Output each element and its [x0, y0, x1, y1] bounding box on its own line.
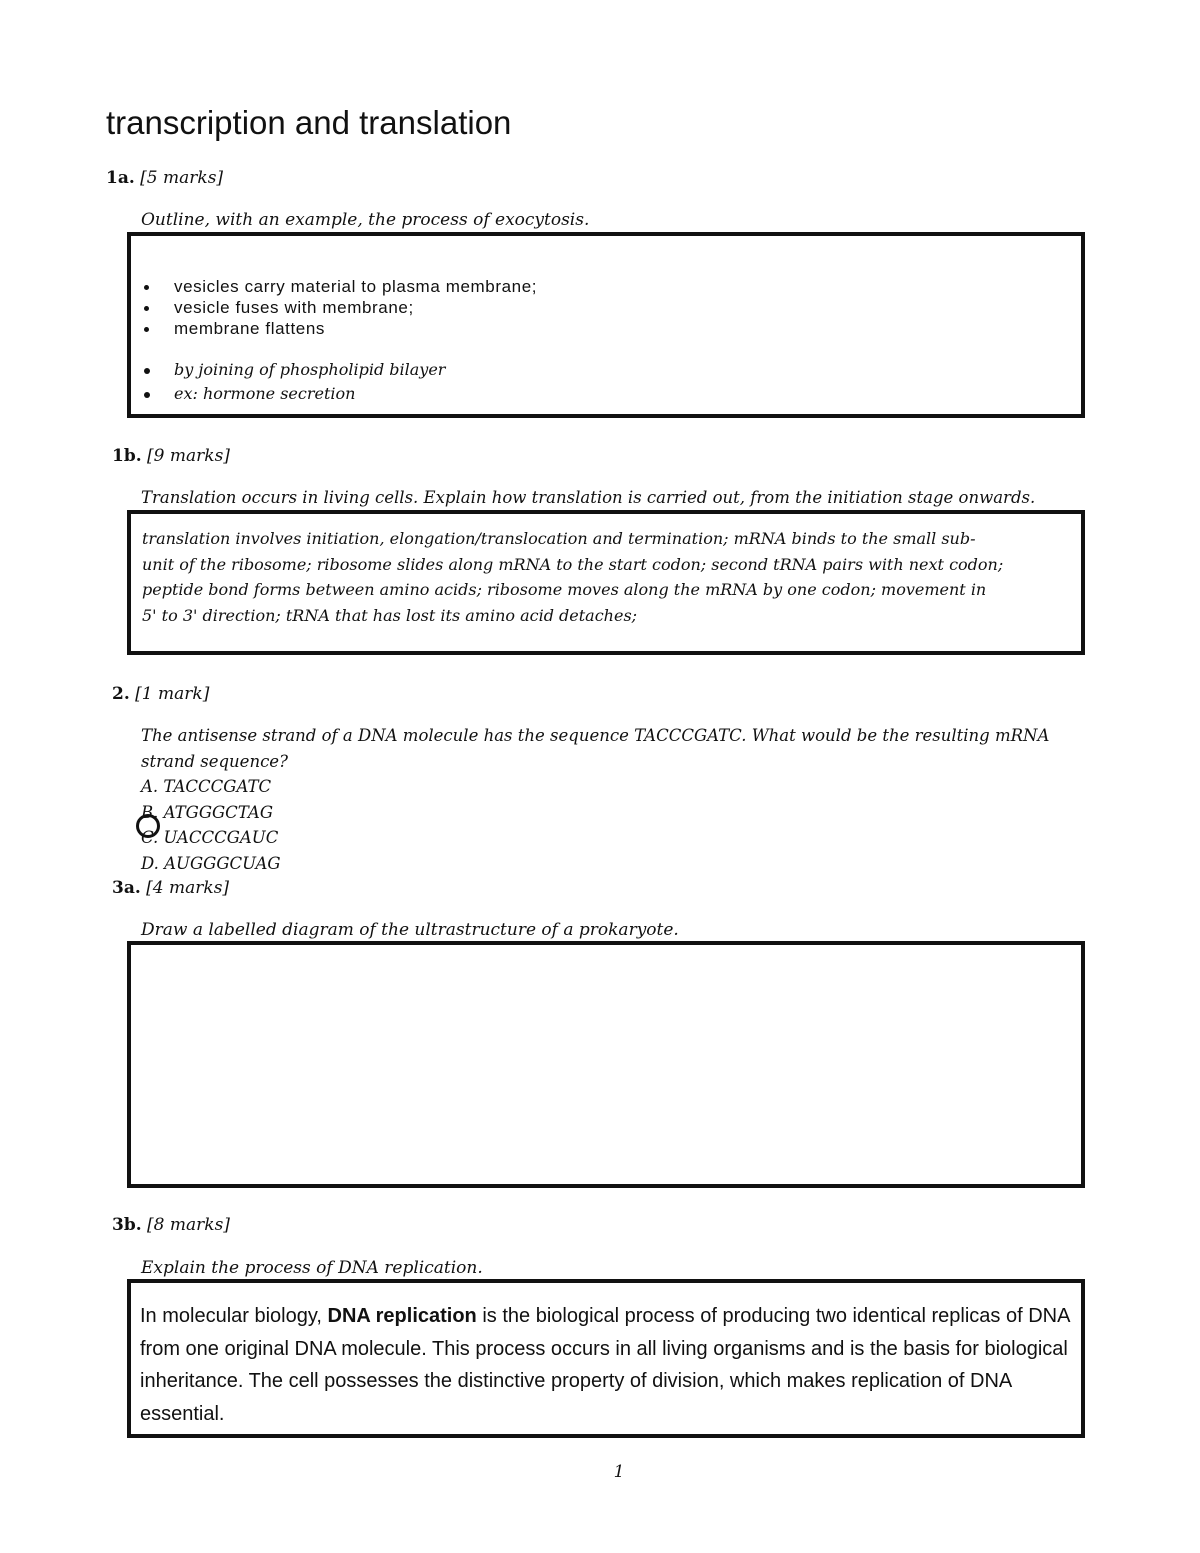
page-number: 1	[613, 1462, 625, 1482]
question-number: 2.	[112, 684, 130, 704]
option-c: C. UACCCGAUC	[141, 828, 279, 847]
question-marks: [4 marks]	[146, 878, 230, 898]
answer-bold-term: DNA replication	[327, 1305, 477, 1327]
question-1b-prompt: Translation occurs in living cells. Explain how translation is carried out, from the initiation stage onwards.	[141, 488, 1036, 507]
answer-1a-points	[137, 276, 537, 339]
question-1a-header	[106, 168, 223, 188]
question-3a-prompt: Draw a labelled diagram of the ultrastructure of a prokaryote.	[141, 920, 679, 940]
question-number: 3a.	[112, 878, 141, 898]
question-marks: [8 marks]	[147, 1215, 230, 1235]
list-item: membrane flattens	[137, 318, 537, 339]
answer-line: peptide bond forms between amino acids; ribosome moves along the mRNA by one codon; movement in	[142, 580, 987, 599]
list-item: vesicles carry material to plasma membrane;	[137, 276, 537, 297]
question-marks: [1 mark]	[135, 684, 210, 704]
answer-box-1b	[127, 510, 1085, 655]
question-1b-header	[112, 446, 230, 466]
list-item: vesicle fuses with membrane;	[137, 297, 537, 318]
answer-line: unit of the ribosome; ribosome slides along mRNA to the start codon; second tRNA pairs with next codon;	[142, 554, 1004, 574]
question-number: 1b.	[112, 446, 142, 466]
option-a: A. TACCCGATC	[141, 777, 272, 796]
answer-1a-notes	[137, 358, 445, 406]
answer-line: translation involves initiation, elongation/translocation and termination; mRNA binds to the small sub-	[142, 529, 976, 548]
answer-line: 5' to 3' direction; tRNA that has lost its amino acid detaches;	[142, 605, 638, 625]
question-3b-prompt: Explain the process of DNA replication.	[141, 1258, 483, 1278]
question-number: 1a.	[106, 168, 135, 188]
list-item: by joining of phospholipid bilayer	[137, 358, 445, 382]
answer-box-3b	[127, 1279, 1085, 1438]
answer-box-1a	[127, 232, 1085, 418]
question-2-prompt-line: strand sequence?	[141, 751, 288, 771]
question-1a-prompt: Outline, with an example, the process of exocytosis.	[141, 210, 590, 230]
question-2-body	[141, 723, 1049, 876]
question-2-prompt-line: The antisense strand of a DNA molecule has the sequence TACCCGATC. What would be the resulting mRNA	[141, 726, 1050, 745]
answer-box-3a	[127, 941, 1085, 1188]
question-marks: [9 marks]	[147, 446, 230, 466]
list-item: ex: hormone secretion	[137, 382, 445, 406]
question-2-header	[112, 684, 209, 704]
option-d: D. AUGGGCUAG	[141, 853, 281, 873]
answer-rest: is the biological process of producing two identical replicas of DNA from one original DNA molecule. This process occurs in all living organisms and is the basis for biological inheritance. The cell possesses the distinctive property of division, which makes replication of DNA essential.	[140, 1305, 1070, 1425]
answer-3b-text	[140, 1300, 1070, 1430]
selected-answer-circle	[136, 814, 160, 838]
question-marks: [5 marks]	[140, 168, 224, 188]
question-3b-header	[112, 1215, 230, 1235]
answer-1b-text	[142, 526, 1003, 628]
answer-intro: In molecular biology,	[140, 1305, 328, 1327]
question-3a-header	[112, 878, 229, 898]
question-number: 3b.	[112, 1215, 142, 1235]
option-b: B. ATGGGCTAG	[141, 802, 273, 822]
page-title: transcription and translation	[106, 104, 512, 141]
